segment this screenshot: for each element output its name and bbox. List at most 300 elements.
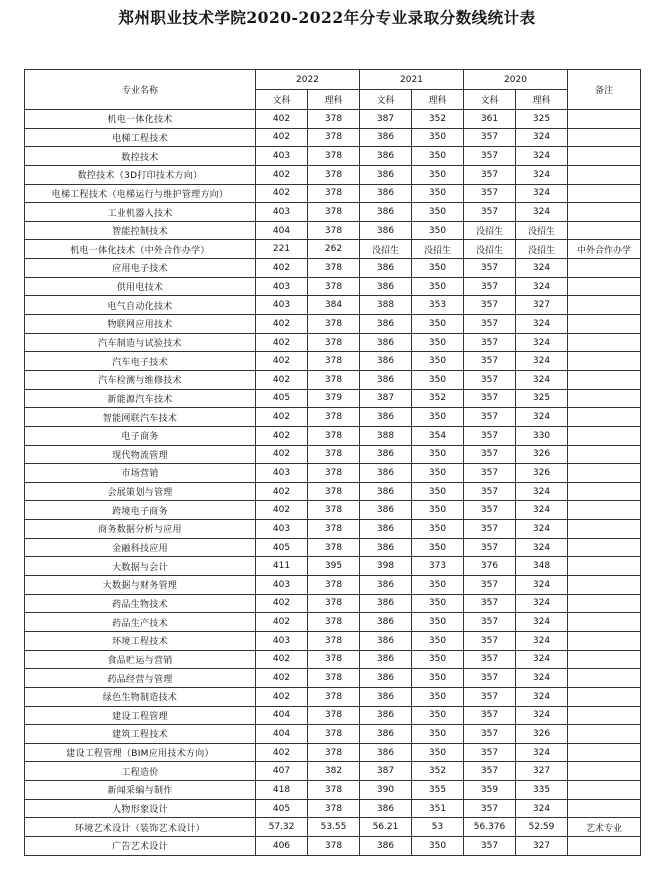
score-cell: 404 — [256, 221, 308, 240]
note-cell — [568, 221, 641, 240]
note-cell — [568, 650, 641, 669]
score-cell: 402 — [256, 165, 308, 184]
major-name-cell: 环境工程技术 — [25, 631, 256, 650]
score-cell: 57.32 — [256, 818, 308, 837]
score-cell: 378 — [308, 333, 360, 352]
major-name-cell: 汽车电子技术 — [25, 352, 256, 371]
score-cell: 402 — [256, 613, 308, 632]
score-cell: 390 — [360, 781, 412, 800]
score-cell: 404 — [256, 725, 308, 744]
score-cell: 378 — [308, 501, 360, 520]
note-cell — [568, 352, 641, 371]
score-cell: 350 — [412, 184, 464, 203]
table-row — [25, 426, 641, 445]
year-2022-header: 2022 — [256, 70, 360, 90]
score-cell: 350 — [412, 277, 464, 296]
note-cell — [568, 631, 641, 650]
score-cell: 357 — [464, 520, 516, 539]
score-cell: 357 — [464, 687, 516, 706]
score-cell: 378 — [308, 650, 360, 669]
note-cell — [568, 184, 641, 203]
table-row — [25, 706, 641, 725]
score-cell: 324 — [516, 259, 568, 278]
major-name-cell: 新能源汽车技术 — [25, 389, 256, 408]
note-cell — [568, 576, 641, 595]
note-cell — [568, 333, 641, 352]
score-cell: 402 — [256, 650, 308, 669]
note-cell — [568, 594, 641, 613]
note-cell — [568, 296, 641, 315]
score-cell: 378 — [308, 221, 360, 240]
score-cell: 386 — [360, 836, 412, 855]
score-cell: 324 — [516, 501, 568, 520]
score-cell: 378 — [308, 669, 360, 688]
table-row — [25, 203, 641, 222]
score-cell: 350 — [412, 221, 464, 240]
major-name-cell: 工程造价 — [25, 762, 256, 781]
score-cell: 378 — [308, 259, 360, 278]
score-cell: 357 — [464, 315, 516, 334]
score-cell: 386 — [360, 315, 412, 334]
table-row — [25, 128, 641, 147]
score-cell: 386 — [360, 408, 412, 427]
score-cell: 378 — [308, 165, 360, 184]
score-cell: 324 — [516, 165, 568, 184]
table-row — [25, 389, 641, 408]
score-cell: 402 — [256, 184, 308, 203]
score-cell: 378 — [308, 370, 360, 389]
score-cell: 350 — [412, 706, 464, 725]
score-cell: 350 — [412, 482, 464, 501]
score-cell: 386 — [360, 520, 412, 539]
score-cell: 378 — [308, 184, 360, 203]
score-cell: 402 — [256, 501, 308, 520]
score-cell: 378 — [308, 203, 360, 222]
score-cell: 378 — [308, 687, 360, 706]
score-cell: 405 — [256, 389, 308, 408]
table-row — [25, 762, 641, 781]
score-cell: 386 — [360, 631, 412, 650]
score-cell: 357 — [464, 352, 516, 371]
note-cell — [568, 687, 641, 706]
score-cell: 395 — [308, 557, 360, 576]
score-cell: 357 — [464, 836, 516, 855]
major-name-cell: 汽车检测与维修技术 — [25, 370, 256, 389]
score-cell: 52.59 — [516, 818, 568, 837]
score-cell: 402 — [256, 594, 308, 613]
score-cell: 378 — [308, 445, 360, 464]
score-cell: 378 — [308, 706, 360, 725]
score-cell: 386 — [360, 613, 412, 632]
score-cell: 350 — [412, 594, 464, 613]
score-cell: 350 — [412, 538, 464, 557]
score-cell: 403 — [256, 576, 308, 595]
table-row — [25, 221, 641, 240]
score-cell: 350 — [412, 669, 464, 688]
score-cell: 352 — [412, 110, 464, 129]
table-row — [25, 576, 641, 595]
note-cell: 艺术专业 — [568, 818, 641, 837]
score-cell: 386 — [360, 650, 412, 669]
score-cell: 402 — [256, 259, 308, 278]
table-row — [25, 725, 641, 744]
score-cell: 382 — [308, 762, 360, 781]
score-cell: 357 — [464, 538, 516, 557]
score-cell: 418 — [256, 781, 308, 800]
score-cell: 386 — [360, 706, 412, 725]
score-cell: 325 — [516, 110, 568, 129]
score-cell: 357 — [464, 762, 516, 781]
score-cell: 402 — [256, 408, 308, 427]
note-cell — [568, 464, 641, 483]
note-cell — [568, 259, 641, 278]
score-cell: 350 — [412, 631, 464, 650]
major-name-cell: 药品生产技术 — [25, 613, 256, 632]
major-name-cell: 电梯工程技术（电梯运行与维护管理方向） — [25, 184, 256, 203]
score-cell: 378 — [308, 743, 360, 762]
note-cell — [568, 147, 641, 166]
score-cell: 403 — [256, 147, 308, 166]
score-cell: 403 — [256, 520, 308, 539]
score-cell: 324 — [516, 631, 568, 650]
score-cell: 350 — [412, 128, 464, 147]
score-cell: 357 — [464, 296, 516, 315]
score-cell: 386 — [360, 799, 412, 818]
score-cell: 350 — [412, 408, 464, 427]
table-row — [25, 687, 641, 706]
table-row — [25, 594, 641, 613]
note-cell — [568, 426, 641, 445]
table-row — [25, 240, 641, 259]
like-header-2021: 理科 — [412, 90, 464, 110]
score-cell: 324 — [516, 408, 568, 427]
score-cell: 324 — [516, 370, 568, 389]
table-row — [25, 650, 641, 669]
score-cell: 350 — [412, 836, 464, 855]
score-cell: 357 — [464, 594, 516, 613]
score-cell: 386 — [360, 576, 412, 595]
score-cell: 53.55 — [308, 818, 360, 837]
table-row — [25, 370, 641, 389]
year-2021-header: 2021 — [360, 70, 464, 90]
score-cell: 357 — [464, 706, 516, 725]
score-cell: 56.21 — [360, 818, 412, 837]
table-row — [25, 259, 641, 278]
major-name-cell: 建设工程管理 — [25, 706, 256, 725]
score-cell: 386 — [360, 203, 412, 222]
score-cell: 53 — [412, 818, 464, 837]
score-cell: 357 — [464, 165, 516, 184]
score-cell: 350 — [412, 315, 464, 334]
score-cell: 324 — [516, 333, 568, 352]
table-row — [25, 464, 641, 483]
score-cell: 378 — [308, 799, 360, 818]
score-cell: 357 — [464, 370, 516, 389]
note-column-header: 备注 — [568, 70, 641, 110]
major-name-cell: 金融科技应用 — [25, 538, 256, 557]
score-cell: 386 — [360, 594, 412, 613]
score-cell: 386 — [360, 147, 412, 166]
score-cell: 325 — [516, 389, 568, 408]
note-cell — [568, 781, 641, 800]
note-cell — [568, 445, 641, 464]
score-cell: 56.376 — [464, 818, 516, 837]
major-name-cell: 智能网联汽车技术 — [25, 408, 256, 427]
wenke-header-2020: 文科 — [464, 90, 516, 110]
score-cell: 357 — [464, 650, 516, 669]
score-cell: 386 — [360, 538, 412, 557]
score-cell: 324 — [516, 687, 568, 706]
score-cell: 378 — [308, 277, 360, 296]
score-cell: 386 — [360, 221, 412, 240]
note-cell: 中外合作办学 — [568, 240, 641, 259]
score-cell: 327 — [516, 836, 568, 855]
score-table — [24, 69, 641, 856]
score-cell: 324 — [516, 352, 568, 371]
score-cell: 402 — [256, 482, 308, 501]
score-cell: 403 — [256, 631, 308, 650]
score-cell: 386 — [360, 501, 412, 520]
note-cell — [568, 501, 641, 520]
table-row — [25, 799, 641, 818]
score-cell: 324 — [516, 203, 568, 222]
table-row — [25, 296, 641, 315]
score-cell: 386 — [360, 669, 412, 688]
score-cell: 357 — [464, 501, 516, 520]
score-cell: 378 — [308, 538, 360, 557]
table-row — [25, 743, 641, 762]
page-title: 郑州职业技术学院2020-2022年分专业录取分数线统计表 — [118, 8, 536, 27]
table-row — [25, 538, 641, 557]
score-cell: 378 — [308, 352, 360, 371]
major-name-cell: 新闻采编与制作 — [25, 781, 256, 800]
table-row — [25, 836, 641, 855]
score-cell: 357 — [464, 669, 516, 688]
table-row — [25, 110, 641, 129]
score-cell: 378 — [308, 836, 360, 855]
score-cell: 327 — [516, 296, 568, 315]
score-cell: 没招生 — [516, 240, 568, 259]
score-cell: 324 — [516, 538, 568, 557]
score-cell: 388 — [360, 296, 412, 315]
score-cell: 357 — [464, 203, 516, 222]
score-cell: 357 — [464, 725, 516, 744]
score-cell: 335 — [516, 781, 568, 800]
table-row — [25, 147, 641, 166]
score-cell: 330 — [516, 426, 568, 445]
score-cell: 378 — [308, 482, 360, 501]
score-cell: 384 — [308, 296, 360, 315]
score-cell: 没招生 — [464, 240, 516, 259]
score-cell: 402 — [256, 669, 308, 688]
score-cell: 402 — [256, 743, 308, 762]
major-name-cell: 人物形象设计 — [25, 799, 256, 818]
score-cell: 386 — [360, 165, 412, 184]
score-cell: 324 — [516, 594, 568, 613]
note-cell — [568, 520, 641, 539]
score-cell: 350 — [412, 576, 464, 595]
major-name-cell: 市场营销 — [25, 464, 256, 483]
note-cell — [568, 110, 641, 129]
score-cell: 350 — [412, 370, 464, 389]
score-cell: 357 — [464, 128, 516, 147]
table-row — [25, 781, 641, 800]
score-cell: 没招生 — [412, 240, 464, 259]
score-cell: 350 — [412, 501, 464, 520]
score-cell: 402 — [256, 426, 308, 445]
score-cell: 388 — [360, 426, 412, 445]
major-name-cell: 机电一体化技术 — [25, 110, 256, 129]
score-cell: 378 — [308, 520, 360, 539]
score-cell: 324 — [516, 277, 568, 296]
score-cell: 357 — [464, 464, 516, 483]
wenke-header-2022: 文科 — [256, 90, 308, 110]
table-row — [25, 333, 641, 352]
score-cell: 350 — [412, 464, 464, 483]
score-cell: 350 — [412, 352, 464, 371]
score-cell: 378 — [308, 128, 360, 147]
score-cell: 403 — [256, 464, 308, 483]
score-cell: 350 — [412, 743, 464, 762]
major-name-cell: 电子商务 — [25, 426, 256, 445]
major-name-cell: 物联网应用技术 — [25, 315, 256, 334]
score-cell: 357 — [464, 408, 516, 427]
note-cell — [568, 315, 641, 334]
score-cell: 402 — [256, 370, 308, 389]
major-name-cell: 工业机器人技术 — [25, 203, 256, 222]
score-cell: 没招生 — [516, 221, 568, 240]
note-cell — [568, 799, 641, 818]
score-cell: 387 — [360, 389, 412, 408]
score-cell: 386 — [360, 259, 412, 278]
major-name-cell: 建设工程管理（BIM应用技术方向） — [25, 743, 256, 762]
note-cell — [568, 538, 641, 557]
score-cell: 357 — [464, 482, 516, 501]
score-cell: 327 — [516, 762, 568, 781]
score-cell: 386 — [360, 464, 412, 483]
score-cell: 357 — [464, 147, 516, 166]
like-header-2022: 理科 — [308, 90, 360, 110]
score-cell: 378 — [308, 110, 360, 129]
score-cell: 405 — [256, 799, 308, 818]
major-name-cell: 大数据与财务管理 — [25, 576, 256, 595]
score-cell: 357 — [464, 277, 516, 296]
score-cell: 386 — [360, 333, 412, 352]
table-row — [25, 613, 641, 632]
score-cell: 357 — [464, 184, 516, 203]
score-cell: 354 — [412, 426, 464, 445]
score-cell: 379 — [308, 389, 360, 408]
note-cell — [568, 165, 641, 184]
note-cell — [568, 277, 641, 296]
note-cell — [568, 389, 641, 408]
score-cell: 324 — [516, 147, 568, 166]
score-cell: 386 — [360, 128, 412, 147]
score-cell: 350 — [412, 165, 464, 184]
score-cell: 324 — [516, 613, 568, 632]
score-cell: 324 — [516, 128, 568, 147]
table-row — [25, 669, 641, 688]
score-cell: 350 — [412, 613, 464, 632]
score-cell: 386 — [360, 352, 412, 371]
score-cell: 378 — [308, 464, 360, 483]
note-cell — [568, 482, 641, 501]
score-cell: 357 — [464, 333, 516, 352]
major-name-cell: 数控技术 — [25, 147, 256, 166]
score-cell: 373 — [412, 557, 464, 576]
score-cell: 402 — [256, 333, 308, 352]
major-name-cell: 绿色生物制造技术 — [25, 687, 256, 706]
score-cell: 402 — [256, 128, 308, 147]
score-cell: 324 — [516, 482, 568, 501]
score-cell: 324 — [516, 799, 568, 818]
score-cell: 402 — [256, 687, 308, 706]
major-name-cell: 跨境电子商务 — [25, 501, 256, 520]
major-name-cell: 现代物流管理 — [25, 445, 256, 464]
table-row — [25, 818, 641, 837]
score-cell: 262 — [308, 240, 360, 259]
major-name-cell: 环境艺术设计（装饰艺术设计） — [25, 818, 256, 837]
major-name-cell: 药品生物技术 — [25, 594, 256, 613]
score-cell: 353 — [412, 296, 464, 315]
score-cell: 221 — [256, 240, 308, 259]
score-cell: 357 — [464, 799, 516, 818]
table-row — [25, 352, 641, 371]
score-cell: 407 — [256, 762, 308, 781]
major-name-cell: 建筑工程技术 — [25, 725, 256, 744]
score-cell: 350 — [412, 725, 464, 744]
score-cell: 357 — [464, 389, 516, 408]
score-cell: 386 — [360, 277, 412, 296]
score-cell: 386 — [360, 687, 412, 706]
score-cell: 378 — [308, 315, 360, 334]
table-row — [25, 631, 641, 650]
major-name-cell: 电梯工程技术 — [25, 128, 256, 147]
score-cell: 没招生 — [464, 221, 516, 240]
score-cell: 350 — [412, 203, 464, 222]
note-cell — [568, 613, 641, 632]
table-row — [25, 501, 641, 520]
score-cell: 357 — [464, 445, 516, 464]
score-cell: 376 — [464, 557, 516, 576]
score-cell: 357 — [464, 743, 516, 762]
score-cell: 359 — [464, 781, 516, 800]
score-cell: 324 — [516, 669, 568, 688]
table-row — [25, 184, 641, 203]
table-row — [25, 445, 641, 464]
note-cell — [568, 408, 641, 427]
note-cell — [568, 128, 641, 147]
score-cell: 386 — [360, 370, 412, 389]
score-cell: 324 — [516, 650, 568, 669]
score-cell: 324 — [516, 184, 568, 203]
year-2020-header: 2020 — [464, 70, 568, 90]
table-row — [25, 557, 641, 576]
score-cell: 411 — [256, 557, 308, 576]
score-cell: 404 — [256, 706, 308, 725]
score-cell: 没招生 — [360, 240, 412, 259]
score-cell: 386 — [360, 743, 412, 762]
score-cell: 324 — [516, 743, 568, 762]
major-name-cell: 会展策划与管理 — [25, 482, 256, 501]
score-cell: 350 — [412, 520, 464, 539]
score-cell: 355 — [412, 781, 464, 800]
table-row — [25, 315, 641, 334]
score-cell: 378 — [308, 594, 360, 613]
score-cell: 352 — [412, 762, 464, 781]
score-cell: 378 — [308, 426, 360, 445]
score-cell: 386 — [360, 482, 412, 501]
